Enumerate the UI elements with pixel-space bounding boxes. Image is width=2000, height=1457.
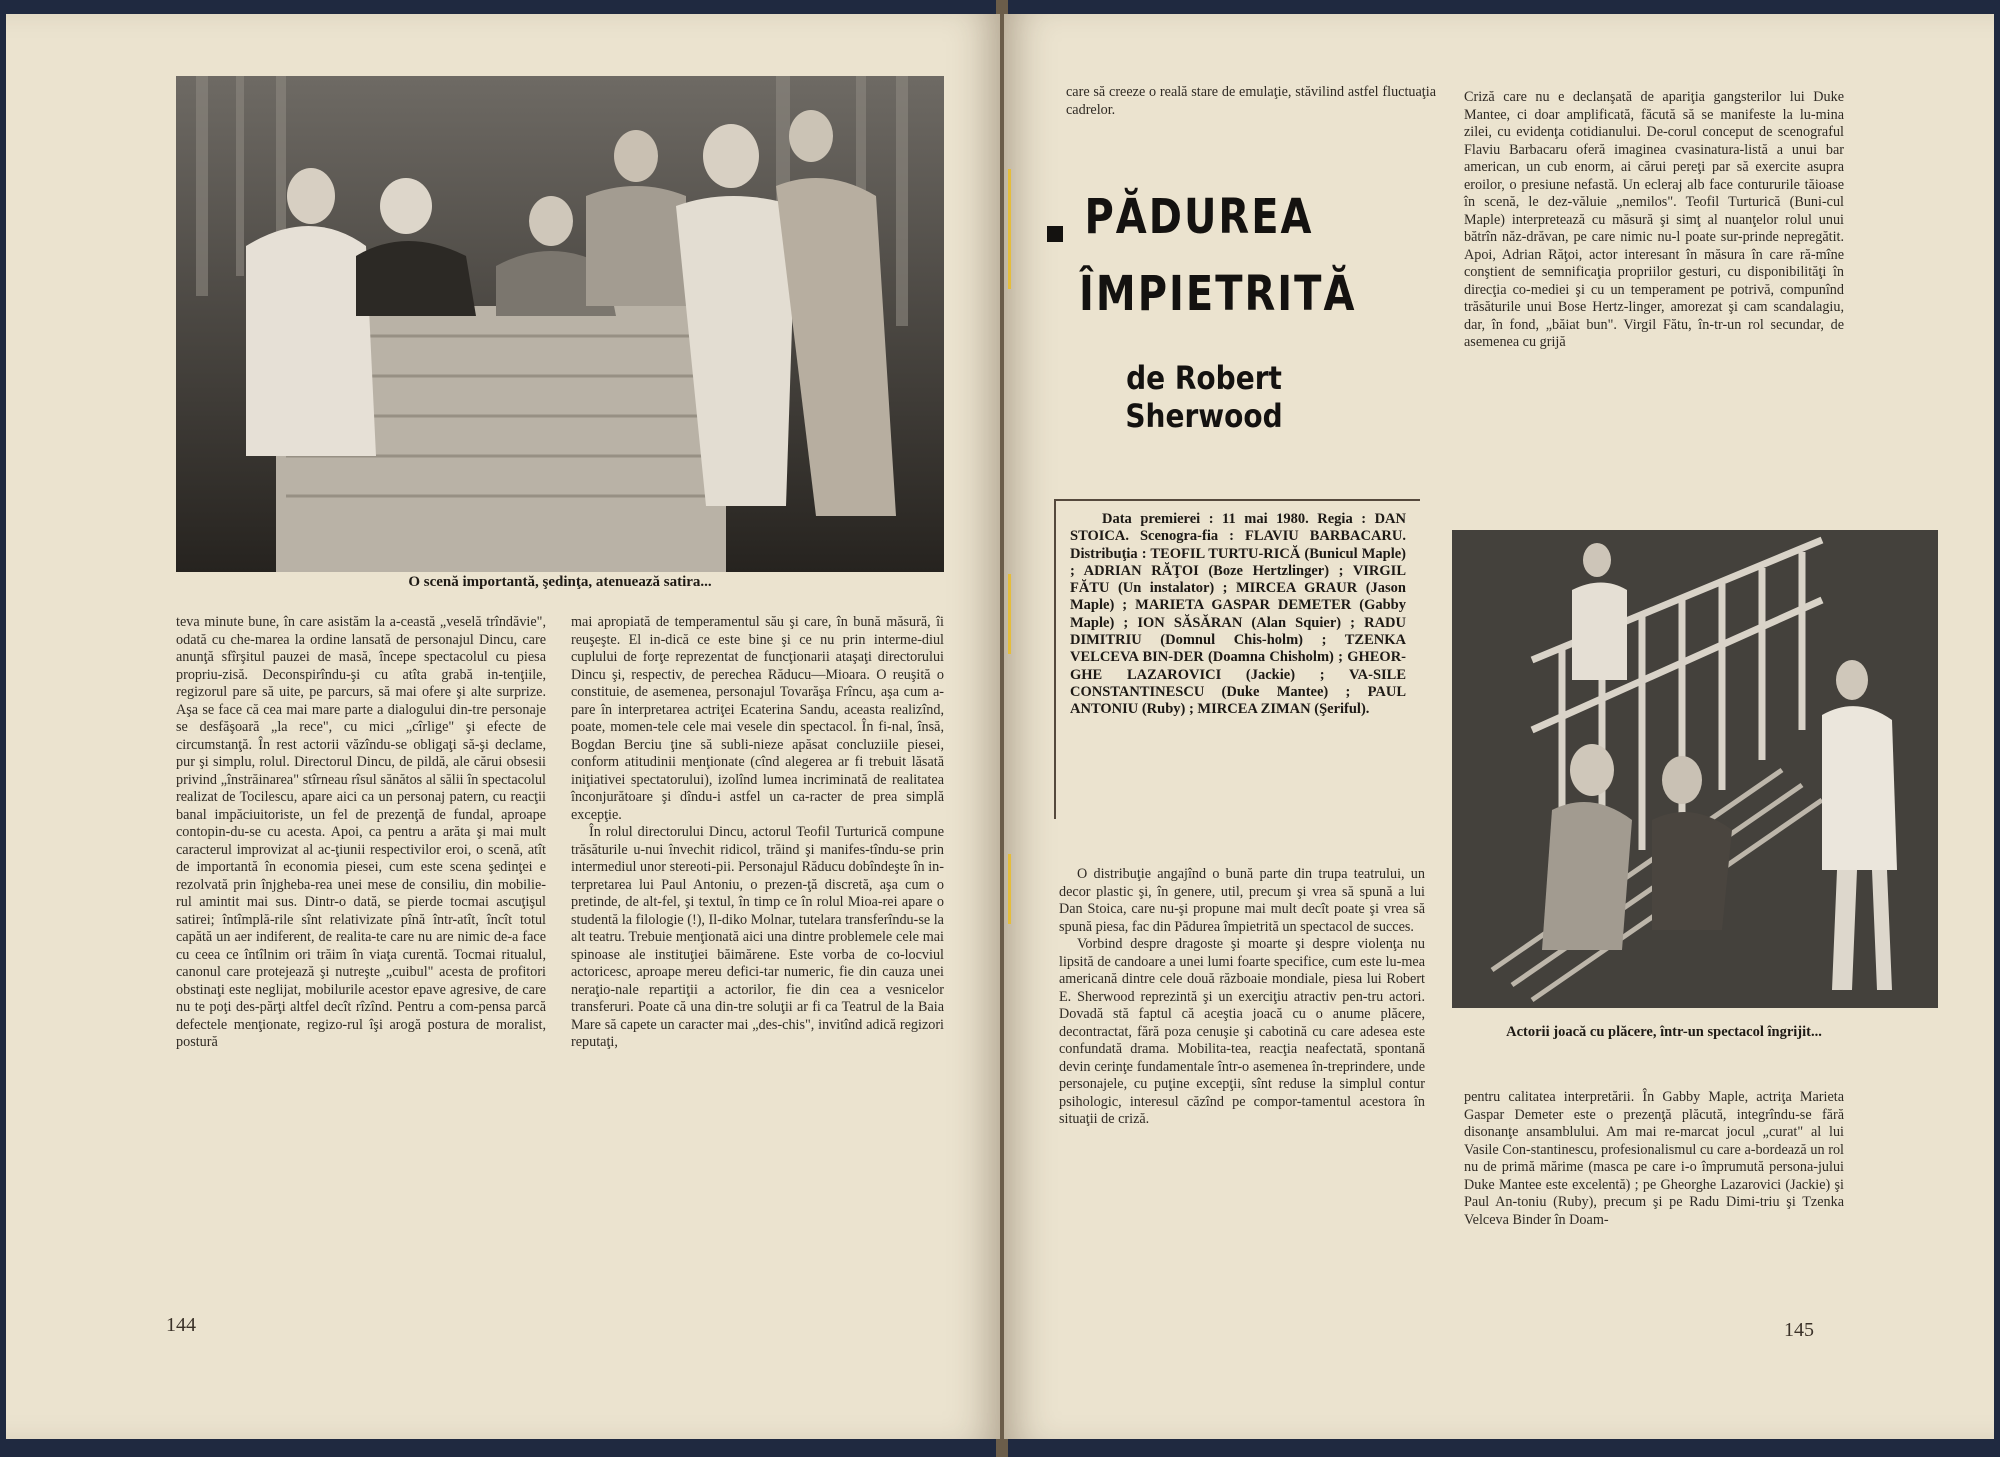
page-number-right: 145: [1784, 1319, 1814, 1341]
right-lower-left-column: [1059, 866, 1425, 1129]
title-bullet-icon: [1047, 226, 1063, 242]
credits-box: [1054, 499, 1420, 819]
right-column-bottom-text: pentru calitatea interpretării. În Gabby Maple, actriţa Marieta Gaspar Demeter este o prezenţă plăcută, integrîndu-se fără disonanţe ansamblului. Am mai re-marcat jocul „curat" al lui Vasile Con-stantinescu, profesionalismul cu care a-bordează un rol nu de primă mărime (masca pe care i-o împrumută persona-jului Duke Mantee este excelentă) ; pe Gheorghe Lazarovici (Jackie) şi Paul An-toniu (Ruby), precum şi pe Radu Dimi-triu şi Tzenka Velceva Binder în Doam-: [1464, 1089, 1844, 1228]
stage-stairs-photo: [1452, 530, 1938, 1008]
article-title-line-1: PĂDUREA: [1084, 189, 1314, 245]
margin-highlight-mark: [1008, 854, 1011, 924]
article-title: [1079, 179, 1357, 333]
left-column-1: [176, 614, 546, 1052]
article-byline: de Robert Sherwood: [1125, 359, 1283, 435]
margin-highlight-mark: [1008, 169, 1011, 289]
right-column-top-text: Criză care nu e declanşată de apariţia gangsterilor lui Duke Mantee, ci doar amplificată, făcută să se manifeste la lu-mina zilei, cu evidenţa cotidianului. De-corul conceput de scenograful Flaviu Barbacaru oferă imaginea cvasinatura-listă a unui bar american, un cub enorm, ai cărui pereţi par să exercite asupra eroilor, o presiune nefastă. Un ecleraj alb face contururile tăioase în scenă, le dez-văluie „nemilos". Teofil Turturică (Buni-cul Maple) interpretează cu măsură şi simţ al nuanţelor rolul unui bătrîn năz-drăvan, pe care nimic nu-l poate sur-prinde nepregătit. Apoi, Adrian Răţoi, actor interesant în măsura în care ră-mîne conştient de semnificaţia propriilor gesturi, cu disponibilităţi în direcţia co-mediei şi cu un temperament pe potrivă, compunînd trăsăturile unui Bose Hertz-linger, amorezat şi cam scandalagiu, dar, în fond, „băiat bun". Virgil Fătu, în-tr-un rol secundar, de asemenea cu grijă: [1464, 89, 1844, 350]
left-photo-caption: O scenă importantă, şedinţa, atenuează satira...: [408, 574, 712, 590]
theatre-scene-photo: [176, 76, 944, 572]
article-title-line-2: ÎMPIETRITĂ: [1079, 266, 1357, 322]
credits-text: Data premierei : 11 mai 1980. Regia : DAN STOICA. Scenogra-fia : FLAVIU BARBACARU. Distribuţia : TEOFIL TURTU-RICĂ (Bunicul Maple) ; ADRIAN RĂŢOI (Boze Hertzlinger) ; VIRGIL FĂTU (Un instalator) ; MIRCEA GRAUR (Jason Maple) ; MARIETA GASPAR DEMETER (Gabby Maple) ; ION SĂSĂRAN (Alan Squier) ; RADU DIMITRIU (Domnul Chis-holm) ; TZENKA VELCEVA BIN-DER (Doamna Chisholm) ; GHEOR-GHE LAZAROVICI (Jackie) ; VA-SILE CONSTANTINESCU (Duke Mantee) ; PAUL ANTONIU (Ruby) ; MIRCEA ZIMAN (Şeriful).: [1070, 511, 1406, 718]
right-top-text-para: care să creeze o reală stare de emulaţie, stăvilind astfel fluctuaţia cadrelor.: [1066, 84, 1436, 118]
left-page: [6, 14, 1000, 1439]
right-lower-left-para-1: O distribuţie angajînd o bună parte din trupa teatrului, un decor plastic şi, în genere, util, precum şi vrea să spună a lui Dan Stoica, care nu-şi propune mai mult decît poate şi vrea să spună piesa, fac din Pădurea împietrită un spectacol de succes.: [1059, 866, 1425, 935]
right-photo-caption: Actorii joacă cu plăcere, într-un spectacol îngrijit...: [1506, 1024, 1822, 1040]
stage-stairs-photo-image: [1452, 530, 1938, 1008]
right-top-text: [1066, 84, 1436, 119]
left-column-2-para-2: În rolul directorului Dincu, actorul Teofil Turturică compune trăsăturile u-nui învechit ridicol, trăind şi manifes-tîndu-se prin intermediul unor stereoti-pii. Personajul Răducu dobîndeşte în in-terpretarea lui Paul Antoniu, o prezen-ţă discretă, aşa cum o pretinde, de alt-fel, şi textul, în timp ce în rolul Mioa-rei apare o studentă la filologie (!), Il-diko Molnar, tutelara transferîndu-se la alt teatru. Trebuie menţionată aici una dintre problemele cele mai spinoase ale instituţiei băimărene. Este vorba de co-locviul actoricesc, aproape mereu defici-tar numeric, fie din cauza unei neraţio-nale repartiţii a actorilor, fie din cea a vesnicelor transferuri. Poate că una din-tre soluţii ar fi ca Teatrul de la Baia Mare să capete un caracter mai „des-chis", invitînd adică regizori reputaţi,: [571, 824, 944, 1050]
page-number-left: 144: [166, 1314, 196, 1336]
left-column-1-text: teva minute bune, în care asistăm la a-ceastă „veselă trîndăvie", odată cu che-marea la ordine lansată de personajul Dincu, care anunţă sfîrşitul pauzei de masă, începe spectacolul cu piesa propriu-zisă. Deconspirîndu-şi cu atîta grabă in-tenţiile, regizorul pare să uite, pe parcurs, să mai ofere şi alte surprize. Aşa se face că cea mai mare parte a dialogului din-tre personaje se desfăşoară „la rece", cu mici „cîrlige" şi efecte de circumstanţă. În rest actorii văzîndu-se obligaţi să-şi declame, pur şi simplu, rolul. Directorul Dincu, de pildă, ale cărui obsesii privind „înstrăinarea" stîrneau rîsul sănătos al sălii în spectacolul realizat de Tocilescu, apare aici ca un personaj patern, cu reacţii banal impăciuitoriste, un fel de prezenţă de fundal, aproape contopin-du-se cu acesta. Apoi, ca pentru a arăta şi mai mult caracterul improvizat al ac-ţiunii respectivilor eroi, o scenă, atît de importantă în economia piesei, cum este scena şedinţei e rezolvată prin înjgheba-rea unei mese de consiliu, din mobilie-rul amintit mai sus. Dintr-o dată, se pierde tocmai ascuţişul satirei; întîmplă-rile sînt relativizate pînă într-atît, încît totul capătă un aer indiferent, de realita-te care nu are nimic de-a face cu ceea ce întîlnim ori trăim în viaţa curentă. Tocmai ritualul, canonul care protejează şi nutreşte „cuibul" acesta de profitori obstinaţi este neglijat, mobilurile acestor epave agresive, de care nu te poţi des-părţi altfel decît rîzînd. Pentru a com-pensa parcă defectele menţionate, regizo-rul îşi arogă postura de moralist, postură: [176, 614, 546, 1050]
right-column-bottom: [1464, 1089, 1844, 1229]
left-column-2-para-1: mai apropiată de temperamentul său şi care, în bună măsură, îi reuşeşte. El in-dică ce este bine şi ce nu prin interme-diul cuplului de forţe reprezentat de funcţionarii ataşaţi directorului Dincu şi, respectiv, de perechea Răducu—Mioara. O reuşită o constituie, de asemenea, personajul Tovarăşa Frîncu, aşa cum a-pare în interpretarea actriţei Ecaterina Sandu, aceasta realizînd, poate, momen-tele cele mai vesele din spectacol. În fi-nal, însă, Bogdan Berciu ţine să subli-nieze apăsat concluziile piesei, conform atitudinii menţionate (cînd alegerea ar fi trebuit lăsată iniţiativei spectatorului), izolînd lumea incriminată de realitatea înconjurătoare şi dîndu-i astfel un ca-racter de prea simplă excepţie.: [571, 614, 944, 823]
left-column-2: [571, 614, 944, 1052]
margin-highlight-mark: [1008, 574, 1011, 654]
right-column-top: [1464, 89, 1844, 352]
right-page: [1004, 14, 1994, 1439]
right-lower-left-para-2: Vorbind despre dragoste şi moarte şi despre violenţa nu lipsită de candoare a unei lumi foarte specifice, cum este lu-mea americană dintre cele două războaie mondiale, piesa lui Robert E. Sherwood reprezintă şi un exerciţiu atractiv pen-tru actori. Dovadă stă faptul că aceştia joacă cu o anume plăcere, decontractat, fără poza cenuşie şi cabotină cu care adesea este confundată drama. Mobilita-tea, reacţia neafectată, spontană devin cerinţe fundamentale într-o asemenea în-treprindere, unde personajele, cu puţine excepţii, sînt reduse la simplul contur psihologic, interesul căzînd pe compor-tamentul acestora în situaţii de criză.: [1059, 936, 1425, 1127]
theatre-scene-photo-image: [176, 76, 944, 572]
